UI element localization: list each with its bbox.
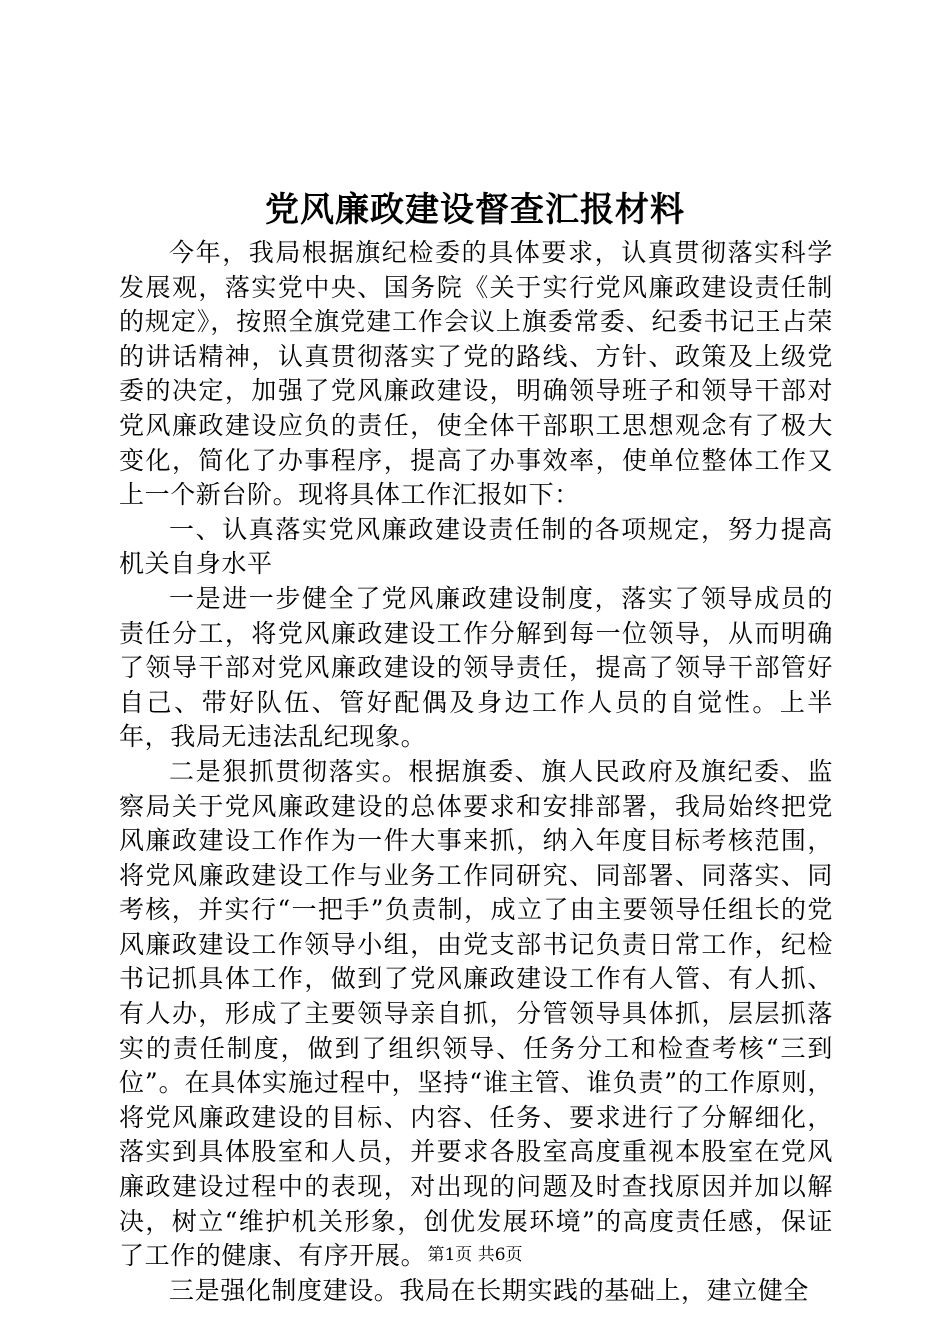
paragraph-section-heading-1: 一、认真落实党风廉政建设责任制的各项规定，努力提高机关自身水平 <box>119 514 833 579</box>
page-number-label: 第1页 共6页 <box>427 1245 523 1265</box>
paragraph-point-1: 一是进一步健全了党风廉政建设制度，落实了领导成员的责任分工，将党风廉政建设工作分解到每一位领导，从而明确了领导干部对党风廉政建设的领导责任，提高了领导干部管好自己、带好队伍、管好配偶及身边工作人员的自觉性。上半年，我局无违法乱纪现象。 <box>119 583 833 752</box>
document-body <box>119 236 833 1308</box>
page-footer <box>0 1243 950 1267</box>
document-title: 党风廉政建设督查汇报材料 <box>265 190 685 230</box>
paragraph-point-2: 二是狠抓贯彻落实。根据旗委、旗人民政府及旗纪委、监察局关于党风廉政建设的总体要求和安排部署，我局始终把党风廉政建设工作作为一件大事来抓，纳入年度目标考核范围，将党风廉政建设工作与业务工作同研究、同部署、同落实、同考核，并实行“一把手”负责制，成立了由主要领导任组长的党风廉政建设工作领导小组，由党支部书记负责日常工作，纪检书记抓具体工作，做到了党风廉政建设工作有人管、有人抓、有人办，形成了主要领导亲自抓，分管领导具体抓，层层抓落实的责任制度，做到了组织领导、任务分工和检查考核“三到位”。在具体实施过程中，坚持“谁主管、谁负责”的工作原则，将党风廉政建设的目标、内容、任务、要求进行了分解细化，落实到具体股室和人员，并要求各股室高度重视本股室在党风廉政建设过程中的表现，对出现的问题及时查找原因并加以解决，树立“维护机关形象，创优发展环境”的高度责任感，保证了工作的健康、有序开展。 <box>119 756 833 1271</box>
paragraph-intro: 今年，我局根据旗纪检委的具体要求，认真贯彻落实科学发展观，落实党中央、国务院《关于实行党风廉政建设责任制的规定》，按照全旗党建工作会议上旗委常委、纪委书记王占荣的讲话精神，认真贯彻落实了党的路线、方针、政策及上级党委的决定，加强了党风廉政建设，明确领导班子和领导干部对党风廉政建设应负的责任，使全体干部职工思想观念有了极大变化，简化了办事程序，提高了办事效率，使单位整体工作又上一个新台阶。现将具体工作汇报如下： <box>119 238 833 510</box>
paragraph-point-3: 三是强化制度建设。我局在长期实践的基础上，建立健全 <box>169 1275 810 1305</box>
